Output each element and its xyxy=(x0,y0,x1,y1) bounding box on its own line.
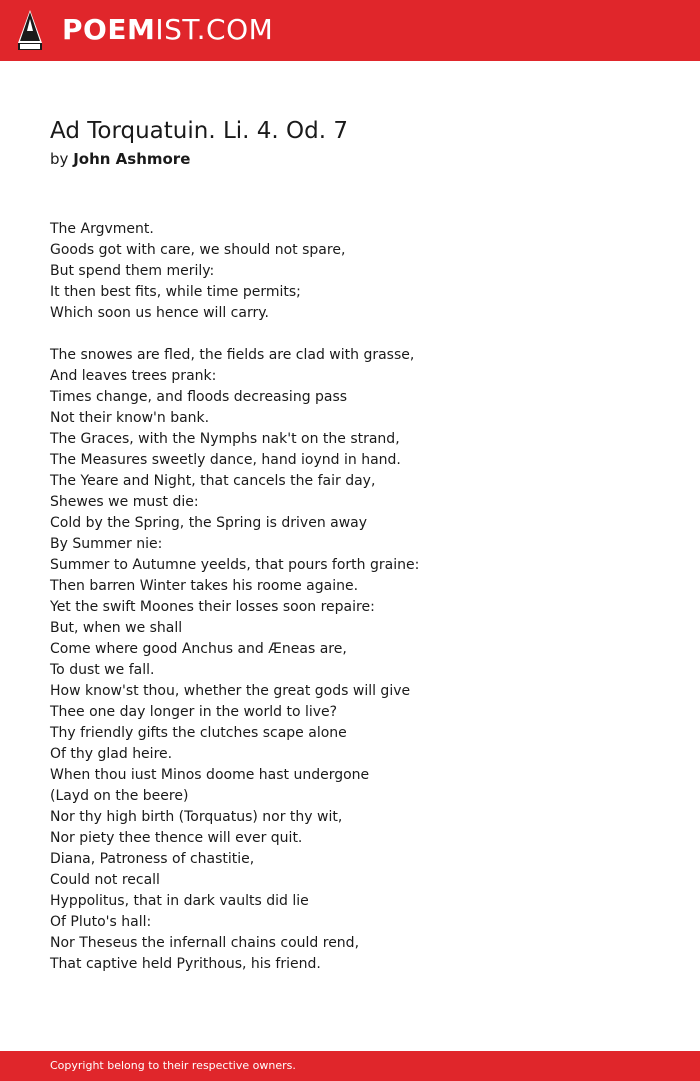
poem-stanza xyxy=(50,219,650,324)
poem-body xyxy=(50,219,650,996)
poem-line: Cold by the Spring, the Spring is driven away xyxy=(50,515,368,531)
logo-bold-text: POEM xyxy=(62,13,156,46)
poem-line: The Yeare and Night, that cancels the fair day, xyxy=(50,473,376,489)
poem-title: Ad Torquatuin. Li. 4. Od. 7 xyxy=(50,118,349,144)
poem-line: To dust we fall. xyxy=(50,662,155,678)
poem-line: Of Pluto's hall: xyxy=(50,914,152,930)
author-name: John Ashmore xyxy=(73,150,191,168)
copyright-text: Copyright belong to their respective owners. xyxy=(50,1059,296,1072)
poem-line: Shewes we must die: xyxy=(50,494,199,510)
poem-stanza xyxy=(50,345,650,975)
poem-line: The Graces, with the Nymphs nak't on the strand, xyxy=(50,431,400,447)
site-footer xyxy=(0,1051,700,1081)
byline xyxy=(50,149,190,169)
poem-line: Summer to Autumne yeelds, that pours forth graine: xyxy=(50,557,420,573)
poem-line: And leaves trees prank: xyxy=(50,368,217,384)
poem-line: The snowes are fled, the fields are clad with grasse, xyxy=(50,347,415,363)
site-header xyxy=(0,0,700,61)
poem-line: Could not recall xyxy=(50,872,160,888)
poem-line: It then best fits, while time permits; xyxy=(50,284,301,300)
poem-line: Diana, Patroness of chastitie, xyxy=(50,851,255,867)
poem-line: Not their know'n bank. xyxy=(50,410,210,426)
poem-line: That captive held Pyrithous, his friend. xyxy=(50,956,321,972)
poem-line: The Measures sweetly dance, hand ioynd in hand. xyxy=(50,452,401,468)
poem-line: Thy friendly gifts the clutches scape alone xyxy=(50,725,347,741)
poem-line: Times change, and floods decreasing pass xyxy=(50,389,348,405)
site-logo[interactable] xyxy=(62,13,273,47)
logo-light-text: IST.COM xyxy=(155,13,274,46)
poem-line: By Summer nie: xyxy=(50,536,163,552)
poem-line: Come where good Anchus and Æneas are, xyxy=(50,641,347,657)
poem-line: But spend them merily: xyxy=(50,263,215,279)
poem-line: Of thy glad heire. xyxy=(50,746,173,762)
poem-line: The Argvment. xyxy=(50,221,154,237)
poem-line: Which soon us hence will carry. xyxy=(50,305,269,321)
poem-line: Thee one day longer in the world to live? xyxy=(50,704,338,720)
by-label: by xyxy=(50,150,69,168)
pencil-icon[interactable] xyxy=(17,9,43,51)
poem-line: Nor Theseus the infernall chains could rend, xyxy=(50,935,360,951)
poem-line: How know'st thou, whether the great gods will give xyxy=(50,683,411,699)
poem-line: (Layd on the beere) xyxy=(50,788,189,804)
poem-line: Hyppolitus, that in dark vaults did lie xyxy=(50,893,309,909)
poem-line: Nor piety thee thence will ever quit. xyxy=(50,830,303,846)
poem-line: But, when we shall xyxy=(50,620,183,636)
poem-line: Then barren Winter takes his roome againe. xyxy=(50,578,359,594)
poem-line: Yet the swift Moones their losses soon repaire: xyxy=(50,599,375,615)
poem-line: Goods got with care, we should not spare, xyxy=(50,242,346,258)
poem-line: When thou iust Minos doome hast undergone xyxy=(50,767,370,783)
poem-line: Nor thy high birth (Torquatus) nor thy wit, xyxy=(50,809,343,825)
